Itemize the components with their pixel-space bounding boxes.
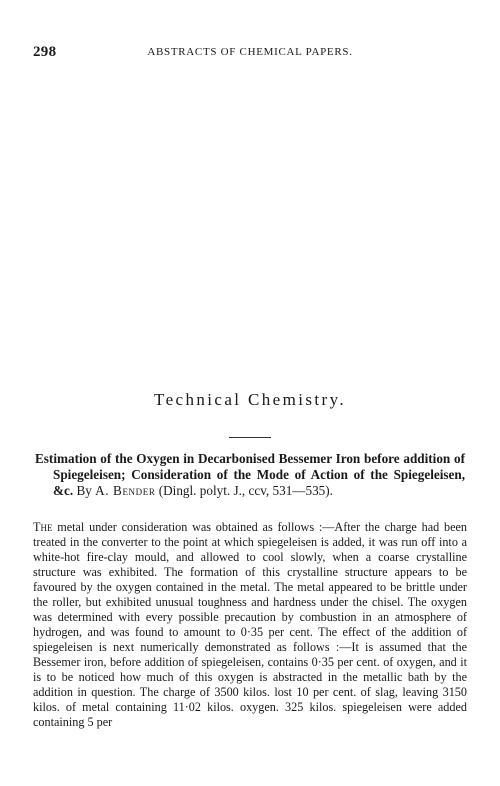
abstract-text: metal under consideration was obtained as follows :—After the charge had been treated in the converter to the point at which spiegeleisen is added, it was run off into a white-hot fire-clay mould, and allowed to cool slowly, when a coarse crystalline structure was exhibited. The formation of this crystalline structure appears to be favoured by the oxygen contained in the metal. The metal appeared to be brittle under the roller, but exhibited unusual toughness and hardness under the chisel. The oxygen was determined with every possible precaution by combustion in an atmosphere of hydrogen, and was found to amount to 0·35 per cent. The effect of the addition of spiegeleisen is next numerically demonstrated as follows :—It is assumed that the Bessemer iron, before addition of spiegeleisen, contains 0·35 per cent. of oxygen, and it is to be noticed how much of this oxygen is abstracted in the metallic bath by the addition in question. The charge of 3500 kilos. lost 10 per cent. of slag, leaving 3150 kilos. of metal containing 11·02 kilos. oxygen. 325 kilos. spiegeleisen were added containing 5 per (33, 520, 468, 729)
author-name: A. Bender (95, 483, 156, 499)
abstract-body (33, 520, 467, 730)
abstract-heading (35, 451, 465, 500)
abstract-paragraph (33, 520, 467, 730)
citation: (Dingl. polyt. J., ccv, 531—535). (158, 483, 333, 499)
lead-word: The (33, 520, 53, 534)
section-divider (229, 437, 271, 438)
journal-title: ABSTRACTS OF CHEMICAL PAPERS. (147, 46, 353, 58)
section-title: Technical Chemistry. (153, 390, 347, 409)
running-head (33, 44, 467, 62)
byline-prefix: By (76, 483, 92, 499)
abstract-title: Estimation of the Oxygen in Decarbonised Bessemer Iron before addition of Spiegeleisen; Consideration of the Mode of Action of the Spiegeleisen, &c. (35, 451, 465, 499)
page-number: 298 (33, 44, 57, 60)
